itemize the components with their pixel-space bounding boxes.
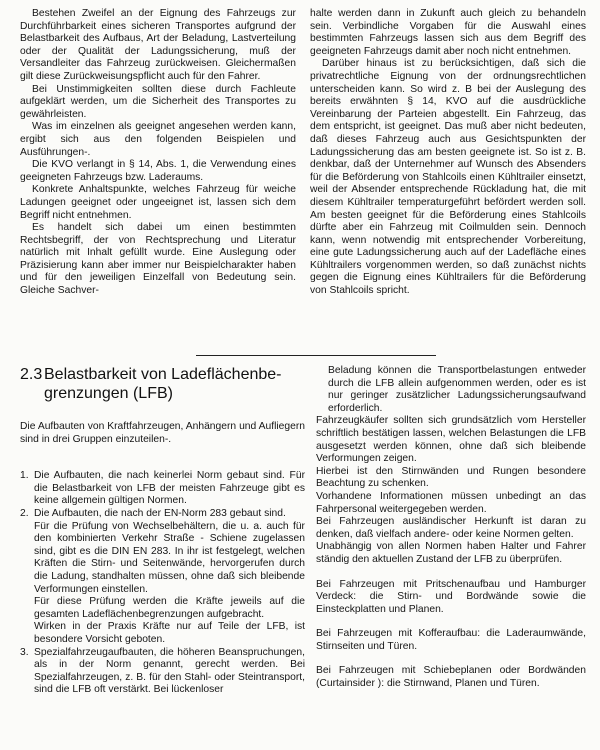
list-item — [20, 470, 305, 508]
list-text: Für die Prüfung von Wechselbehältern, die u. a. auch für den kombinierten Verkehr Straße - Schiene zugelassen sind, gibt es die DIN EN 283. In ihr ist festgelegt, welchen Kräften die Stirn- und Seitenwände, hervorgerufen durch die Ladung, standhalten müssen, ohne daß sich bleibende Verformungen einstellen. — [34, 520, 305, 595]
continuation-paragraph: Beladung können die Transportbelastungen entweder durch die LFB allein aufgenommen werden, oder es ist nur geringer zusätzlicher Ladungssicherungsaufwand erforderlich. — [328, 365, 586, 414]
paragraph: Bei Fahrzeugen mit Pritschenaufbau und Hamburger Verdeck: die Stirn- und Bordwände sowie die Einsteckplatten und Planen. — [316, 578, 586, 615]
section-title-line-1: Belastbarkeit von Ladeflächenbe- — [44, 366, 282, 383]
lower-right-column — [316, 365, 586, 691]
paragraph: Konkrete Anhaltspunkte, welches Fahrzeug für weiche Ladungen geeignet oder ungeeignet ist, lassen sich dem Begriff nicht entnehmen. — [20, 184, 296, 221]
paragraph: Was im einzelnen als geeignet angesehen werden kann, ergibt sich aus den folgenden Beispielen und Ausführungen-. — [20, 121, 296, 158]
list-number: 1. — [20, 470, 29, 482]
paragraph: Unabhängig von allen Normen haben Halter und Fahrer ständig den aktuellen Zustand der LFB zu überprüfen. — [316, 541, 586, 565]
paragraph: Bei Unstimmigkeiten sollten diese durch Fachleute aufgeklärt werden, um die Sicherheit des Transportes zu gewährleisten. — [20, 83, 296, 120]
paragraph: Hierbei ist den Stirnwänden und Rungen besondere Beachtung zu schenken. — [316, 465, 586, 490]
list-text: Die Aufbauten, die nach der EN-Norm 283 gebaut sind. — [34, 507, 286, 519]
paragraph: Bei Fahrzeugen ausländischer Herkunft ist daran zu denken, daß vielfach andere- oder keine Normen gelten. — [316, 516, 586, 540]
intro-paragraph: Die Aufbauten von Kraftfahrzeugen, Anhängern und Aufliegern sind in drei Gruppen einzuteilen-. — [20, 421, 305, 445]
list-text: Die Aufbauten, die nach keinerlei Norm gebaut sind. Für die Belastbarkeit von LFB der meisten Fahrzeuge gibt es keine allgemein gültigen Normen. — [34, 470, 305, 507]
paragraph: Darüber hinaus ist zu berücksichtigen, daß sich die privatrechtliche Eignung von der ordnungsrechtlichen unterscheiden kann. So wird z. B bei der Auslegung des bereits erwähnten § 14, KVO auf die ausdrückliche Vereinbarung der Parteien abgestellt. Ein Fahrzeug, das dem entspricht, ist geeignet. Das muß aber nicht bedeuten, daß dieses Fahrzeug auch aus Gesichtspunkten der Ladungssicherung das am besten geeignete ist. So ist z. B. denkbar, daß der Unternehmer auf Wunsch des Absenders für die Beförderung von Stahlcoils einen Kühltrailer einsetzt, weil der Absender entsprechende Rückladung hat, die mit diesem Kühltrailer temperaturgeführt befördert werden soll. Am besten geeignet für die Beförderung eines Stahlcoils dürfte aber ein Fahrzeug mit Coilmulden sein. Dennoch kann, wenn notwendig mit entsprechender Vorbereitung, eine gute Ladungssicherung auch auf der Ladefläche eines Kühltrailers vorgenommen werden, so daß zunächst nichts gegen die Eignung eines Kühltrailers für die Beförderung von Stahlcoils spricht. — [310, 58, 586, 297]
list-number: 3. — [20, 646, 29, 658]
section-divider — [196, 355, 436, 356]
upper-right-column — [310, 8, 586, 298]
paragraph: Bei Fahrzeugen mit Kofferaufbau: die Laderaumwände, Stirnseiten und Türen. — [316, 628, 586, 652]
paragraph: Bei Fahrzeugen mit Schiebeplanen oder Bordwänden (Curtainsider ): die Stirnwand, Planen und Türen. — [316, 665, 586, 690]
section-number: 2.3 — [20, 366, 43, 383]
paragraph: Fahrzeugkäufer sollten sich grundsätzlich vom Hersteller schriftlich bestätigen lassen, welchen Belastungen die LFB ausgesetzt werden können, ohne daß sich bleibende Verformungen zeigen. — [316, 415, 586, 465]
paragraph: halte werden dann in Zukunft auch gleich zu behandeln sein. Verbindliche Vorgaben für die Auswahl eines bestimmten Fahrzeugs lassen sich aus dem Begriff des geeigneten Fahrzeugs damit aber noch nicht entnehmen. — [310, 8, 586, 57]
list-text: Spezialfahrzeugaufbauten, die höheren Beanspruchungen, als in der Norm genannt, gerecht werden. Bei Spezialfahrzeugen, z. B. für den Stahl- oder Steintransport, sind die LFB oft verstärkt. Bei lückenloser — [34, 646, 305, 696]
paragraph: Es handelt sich dabei um einen bestimmten Rechtsbegriff, der von Rechtsprechung und Literatur natürlich mit Inhalt gefüllt wurde. Eine Auslegung oder Präzisierung kann aber immer nur Beispielcharakter haben und für den jeweiligen Einzelfall von Bedeutung sein. Gleiche Sachver- — [20, 222, 296, 297]
paragraph: Die KVO verlangt in § 14, Abs. 1, die Verwendung eines geeigneten Fahrzeugs bzw. Laderaums. — [20, 159, 296, 183]
lower-left-column — [20, 421, 305, 697]
list-text: Wirken in der Praxis Kräfte nur auf Teile der LFB, ist besondere Vorsicht geboten. — [34, 621, 305, 645]
list-item — [20, 647, 305, 697]
section-heading — [20, 365, 306, 403]
section-title-line-2: grenzungen (LFB) — [44, 385, 173, 402]
paragraph: Vorhandene Informationen müssen unbedingt an das Fahrpersonal weitergegeben werden. — [316, 490, 586, 515]
upper-left-column — [20, 8, 296, 298]
paragraph: Bestehen Zweifel an der Eignung des Fahrzeugs zur Durchführbarkeit eines sicheren Transportes aufgrund der Belastbarkeit des Aufbaus, Art der Beladung, Lastverteilung oder der Qualität der Ladungssicherung, muß der Versandleiter das Fahrzeug zurückweisen. Gleichermaßen gilt diese Zurückweisungspflicht auch für den Fahrer. — [20, 8, 296, 82]
group-list — [20, 470, 305, 697]
list-item — [20, 508, 305, 647]
list-number: 2. — [20, 507, 29, 519]
list-text: Für diese Prüfung werden die Kräfte jeweils auf die gesamten Ladeflächenbegrenzungen aufgebracht. — [34, 596, 305, 620]
